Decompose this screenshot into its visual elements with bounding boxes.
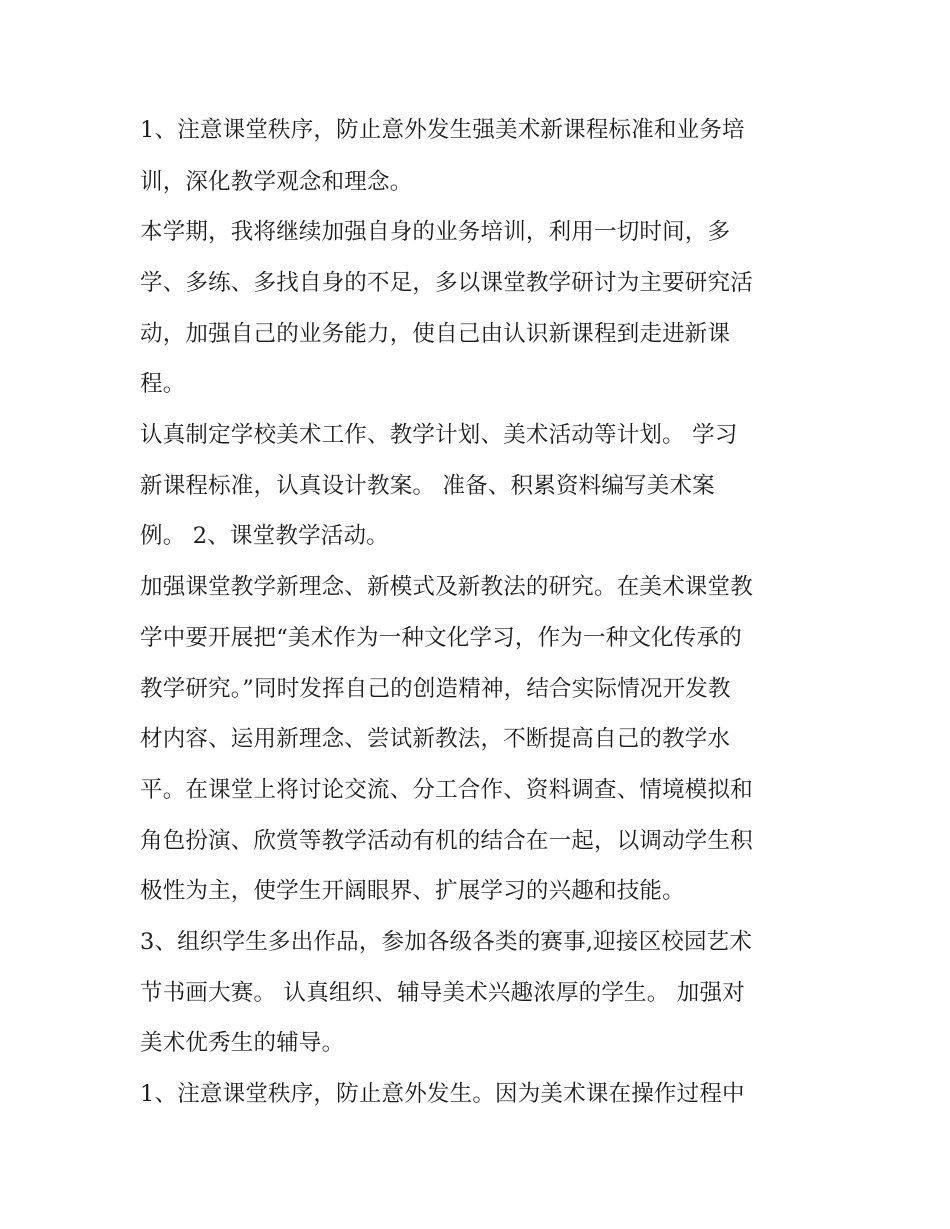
text-line: 例。 2、课堂教学活动。: [140, 523, 389, 549]
text-line: 学中要开展把“美术作为一种文化学习，作为一种文化传承的: [140, 625, 742, 651]
text-line: 极性为主，使学生开阔眼界、扩展学习的兴趣和技能。: [140, 878, 685, 904]
text-line: 本学期，我将继续加强自身的业务培训，利用一切时间，多: [140, 219, 731, 245]
text-line: 平。在课堂上将讨论交流、分工合作、资料调查、情境模拟和: [140, 777, 753, 803]
text-line: 1、注意课堂秩序，防止意外发生。因为美术课在操作过程中: [140, 1081, 745, 1107]
text-line: 程。: [140, 371, 186, 397]
text-line: 教学研究。”同时发挥自己的创造精神，结合实际情况开发教: [140, 676, 731, 702]
text-line: 认真制定学校美术工作、教学计划、美术活动等计划。 学习: [140, 422, 738, 448]
text-line: 训，深化教学观念和理念。: [140, 169, 413, 195]
text-line: 1、注意课堂秩序，防止意外发生强美术新课程标准和业务培: [140, 117, 745, 143]
text-line: 加强课堂教学新理念、新模式及新教法的研究。在美术课堂教: [140, 574, 753, 600]
text-line: 材内容、运用新理念、尝试新教法，不断提高自己的教学水: [140, 726, 731, 752]
text-line: 3、组织学生多出作品，参加各级各类的赛事,迎接区校园艺术: [140, 929, 753, 955]
text-line: 新课程标准，认真设计教案。 准备、积累资料编写美术案: [140, 473, 715, 499]
text-line: 学、多练、多找自身的不足，多以课堂教学研讨为主要研究活: [140, 270, 753, 296]
text-line: 美术优秀生的辅导。: [140, 1030, 345, 1056]
text-line: 动，加强自己的业务能力，使自己由认识新课程到走进新课: [140, 321, 731, 347]
text-line: 节书画大赛。 认真组织、辅导美术兴趣浓厚的学生。 加强对: [140, 980, 745, 1006]
text-line: 角色扮演、欣赏等教学活动有机的结合在一起，以调动学生积: [140, 828, 753, 854]
